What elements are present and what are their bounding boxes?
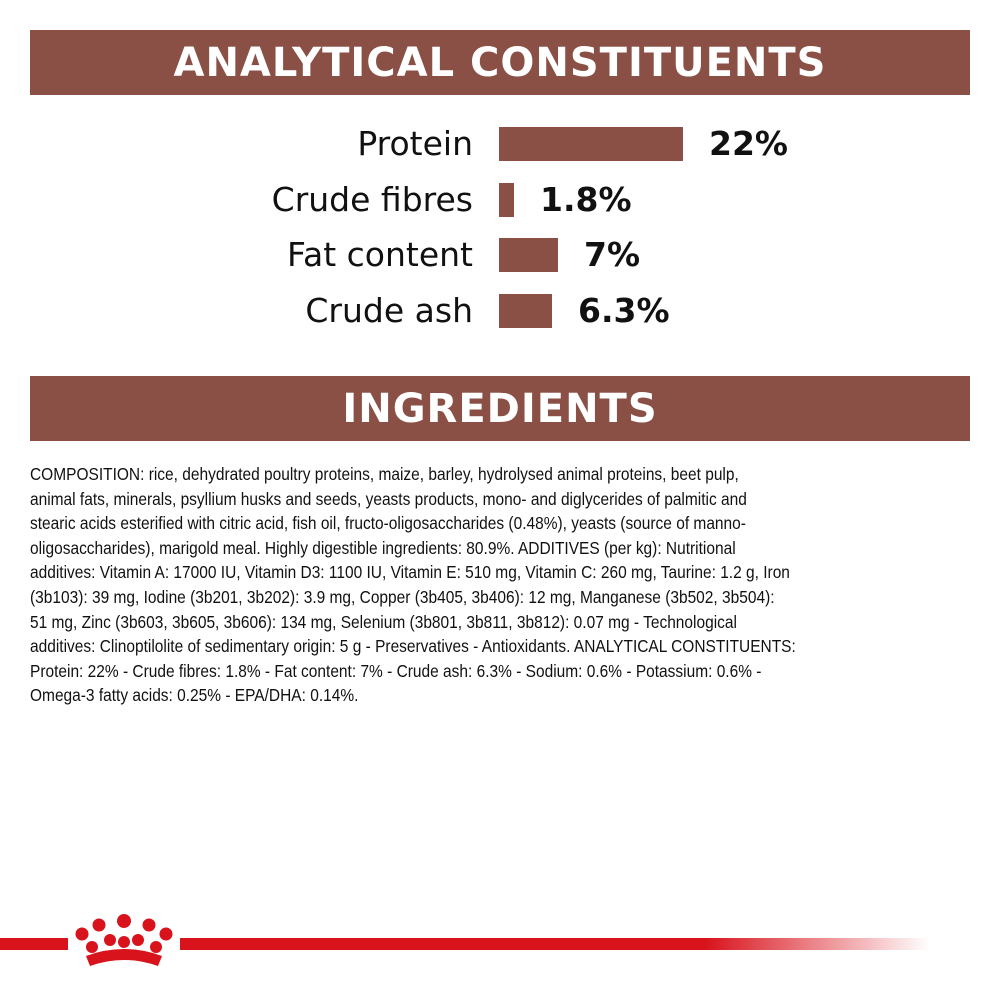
stat-value: 7% <box>584 235 641 274</box>
composition-line: stearic acids esterified with citric acid, fish oil, fructo-oligosaccharides (0.48%), yeasts (source of manno- <box>30 513 746 534</box>
ingredients-title: INGREDIENTS <box>342 385 658 432</box>
analytical-constituents-title: ANALYTICAL CONSTITUENTS <box>173 39 827 86</box>
composition-line: oligosaccharides), marigold meal. Highly digestible ingredients: 80.9%. ADDITIVES (per kg): Nutritional <box>30 537 736 558</box>
analytical-constituents-banner <box>30 30 970 95</box>
composition-line: additives: Clinoptilolite of sedimentary origin: 5 g - Preservatives - Antioxidants. ANALYTICAL CONSTITUENTS: <box>30 636 796 657</box>
composition-text <box>30 462 972 708</box>
stat-bar <box>499 238 558 272</box>
crown-logo-icon <box>68 912 180 972</box>
composition-line: 51 mg, Zinc (3b603, 3b605, 3b606): 134 mg, Selenium (3b801, 3b811, 3b812): 0.07 mg - Technological <box>30 611 737 632</box>
stat-label: Crude ash <box>305 290 473 330</box>
stat-row-protein <box>0 118 1000 174</box>
analytical-stats <box>0 118 1000 340</box>
stat-row-crude-ash <box>0 285 1000 341</box>
footer-red-line-left <box>0 938 68 950</box>
ingredients-banner <box>30 376 970 441</box>
stat-bar <box>499 294 552 328</box>
composition-line: Protein: 22% - Crude fibres: 1.8% - Fat content: 7% - Crude ash: 6.3% - Sodium: 0.6% - Potassium: 0.6% - <box>30 660 762 681</box>
stat-label: Protein <box>357 124 473 163</box>
footer-red-line-right <box>180 938 930 950</box>
stat-label: Crude fibres <box>271 179 473 219</box>
composition-line: additives: Vitamin A: 17000 IU, Vitamin D3: 1100 IU, Vitamin E: 510 mg, Vitamin C: 260 mg, Taurine: 1.2 g, Iron <box>30 562 790 583</box>
stat-row-fat-content <box>0 229 1000 285</box>
composition-line: (3b103): 39 mg, Iodine (3b201, 3b202): 3.9 mg, Copper (3b405, 3b406): 12 mg, Manganese (3b502, 3b504): <box>30 586 775 607</box>
stat-value: 6.3% <box>578 290 670 330</box>
stat-value: 22% <box>709 124 788 163</box>
composition-line: COMPOSITION: rice, dehydrated poultry proteins, maize, barley, hydrolysed animal proteins, beet pulp, <box>30 464 739 484</box>
stat-label: Fat content <box>287 235 473 274</box>
composition-line: animal fats, minerals, psyllium husks and seeds, yeasts products, mono- and diglycerides of palmitic and <box>30 488 747 509</box>
stat-bar <box>499 183 514 217</box>
stat-value: 1.8% <box>540 179 632 219</box>
composition-line: Omega-3 fatty acids: 0.25% - EPA/DHA: 0.14%. <box>30 685 359 706</box>
stat-bar <box>499 127 683 161</box>
stat-row-crude-fibres <box>0 174 1000 230</box>
